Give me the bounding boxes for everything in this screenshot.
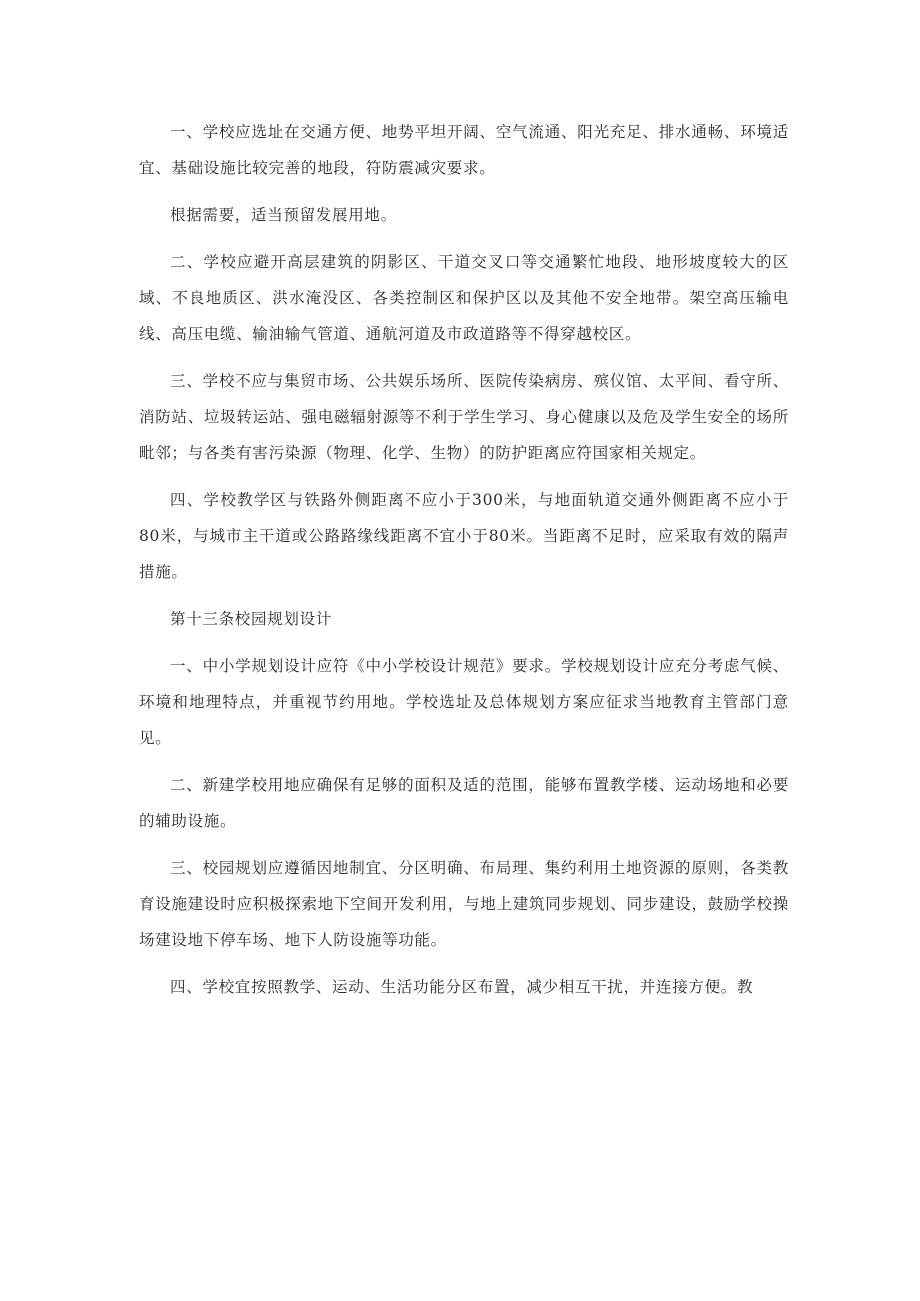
paragraph-site-selection-1: 一、学校应选址在交通方便、地势平坦开阔、空气流通、阳光充足、排水通畅、环境适宜、基础设施比较完善的地段，符防震减灾要求。 [139, 123, 789, 177]
paragraph-planning-3: 三、校园规划应遵循因地制宜、分区明确、布局理、集约利用土地资源的原则，各类教育设施建设时应积极探索地下空间开发利用，与地上建筑同步规划、同步建设，鼓励学校操场建设地下停车场、地下人防设施等功能。 [139, 859, 789, 949]
document-body [139, 114, 789, 1016]
paragraph-reserve-land: 根据需要，适当预留发展用地。 [170, 206, 397, 224]
section-heading-article-13: 第十三条校园规划设计 [170, 610, 333, 628]
paragraph-site-selection-3: 三、学校不应与集贸市场、公共娱乐场所、医院传染病房、殡仪馆、太平间、看守所、消防站、垃圾转运站、强电磁辐射源等不利于学生学习、身心健康以及危及学生安全的场所毗邻；与各类有害污染源（物理、化学、生物）的防护距离应符国家相关规定。 [139, 372, 789, 462]
paragraph-planning-4: 四、学校宜按照教学、运动、生活功能分区布置，减少相互干扰，并连接方便。教 [170, 978, 754, 996]
paragraph-site-selection-2: 二、学校应避开高层建筑的阴影区、干道交叉口等交通繁忙地段、地形坡度较大的区域、不良地质区、洪水淹没区、各类控制区和保护区以及其他不安全地带。架空高压输电线、高压电缆、输油输气管道、通航河道及市政道路等不得穿越校区。 [139, 253, 789, 343]
paragraph-site-selection-4: 四、学校教学区与铁路外侧距离不应小于300米，与地面轨道交通外侧距离不应小于80米，与城市主干道或公路路缘线距离不宜小于80米。当距离不足时，应采取有效的隔声措施。 [139, 491, 789, 581]
paragraph-planning-2: 二、新建学校用地应确保有足够的面积及适的范围，能够布置教学楼、运动场地和必要的辅助设施。 [139, 776, 789, 830]
paragraph-planning-1: 一、中小学规划设计应符《中小学校设计规范》要求。学校规划设计应充分考虑气候、环境和地理特点，并重视节约用地。学校选址及总体规划方案应征求当地教育主管部门意见。 [139, 657, 789, 747]
